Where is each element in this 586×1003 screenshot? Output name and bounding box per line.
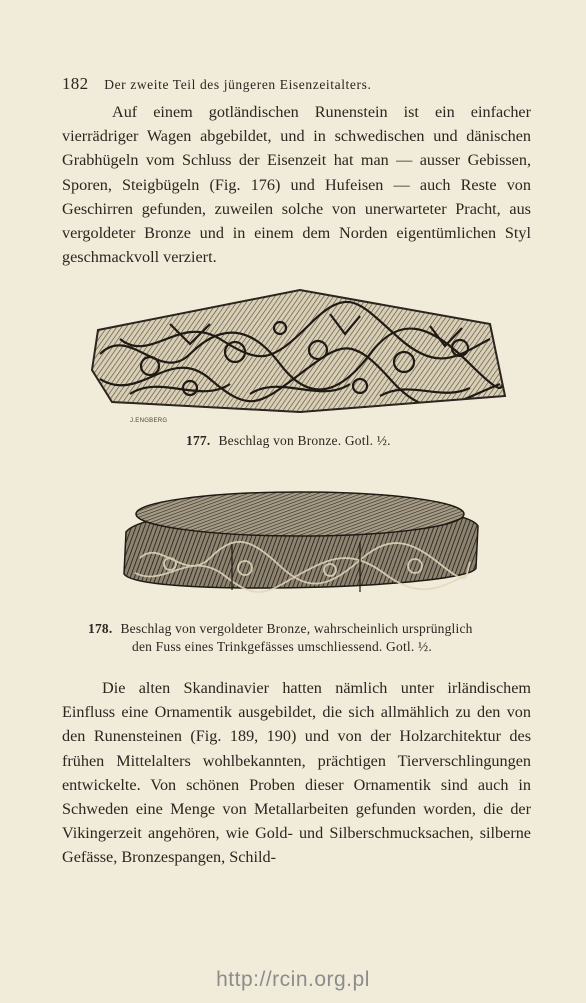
figure-178-caption-line2: den Fuss eines Trinkgefässes umschliessend. Gotl. ½. bbox=[132, 639, 432, 654]
figure-178-caption bbox=[88, 620, 473, 638]
page-header bbox=[62, 74, 532, 94]
figure-177-caption bbox=[186, 432, 391, 450]
page-number: 182 bbox=[62, 74, 89, 93]
paragraph-1: Auf einem gotländischen Runenstein ist ein einfacher vierrädriger Wagen abgebildet, und in schwedischen und dänischen Grabhügeln vom Schluss der Eisenzeit hat man — ausser Gebissen, Sporen, Steigbügeln (Fig. 176) und Hufeisen — auch Reste von Geschirren gefunden, zuweilen solche von unerwarteter Pracht, aus vergoldeter Bronze und in einem dem Norden eigentümlichen Styl geschmackvoll verziert. bbox=[62, 103, 531, 267]
figure-177-caption-text: Beschlag von Bronze. Gotl. ½. bbox=[218, 433, 391, 448]
watermark-url: http://rcin.org.pl bbox=[216, 968, 370, 991]
paragraph-2: Die alten Skandinavier hatten nämlich unter irländischem Einfluss eine Ornamentik ausgebildet, die sich allmählich zu den von den Runensteinen (Fig. 189, 190) und von der Holzarchitektur des frühen Mittelalters wohlbekannten, prächtigen Tierverschlingungen entwickelte. Von schönen Proben dieser Ornamentik sind auch in Schweden eine Menge von Metallarbeiten gefunden worden, die der Vikingerzeit angehören, wie Gold- und Silberschmucksachen, silberne Gefässe, Bronzespangen, Schild- bbox=[62, 679, 531, 867]
ring-mount-illustration bbox=[0, 478, 586, 608]
artist-signature: J.ENGBERG bbox=[130, 418, 168, 424]
bronze-mount-illustration bbox=[0, 284, 586, 424]
figure-177 bbox=[0, 284, 586, 448]
figure-178 bbox=[0, 478, 586, 658]
running-title: Der zweite Teil des jüngeren Eisenzeitalters. bbox=[104, 77, 372, 92]
figure-177-number: 177. bbox=[186, 433, 211, 448]
figure-178-number: 178. bbox=[88, 621, 113, 636]
figure-178-caption-line1: Beschlag von vergoldeter Bronze, wahrscheinlich ursprünglich bbox=[120, 621, 473, 636]
